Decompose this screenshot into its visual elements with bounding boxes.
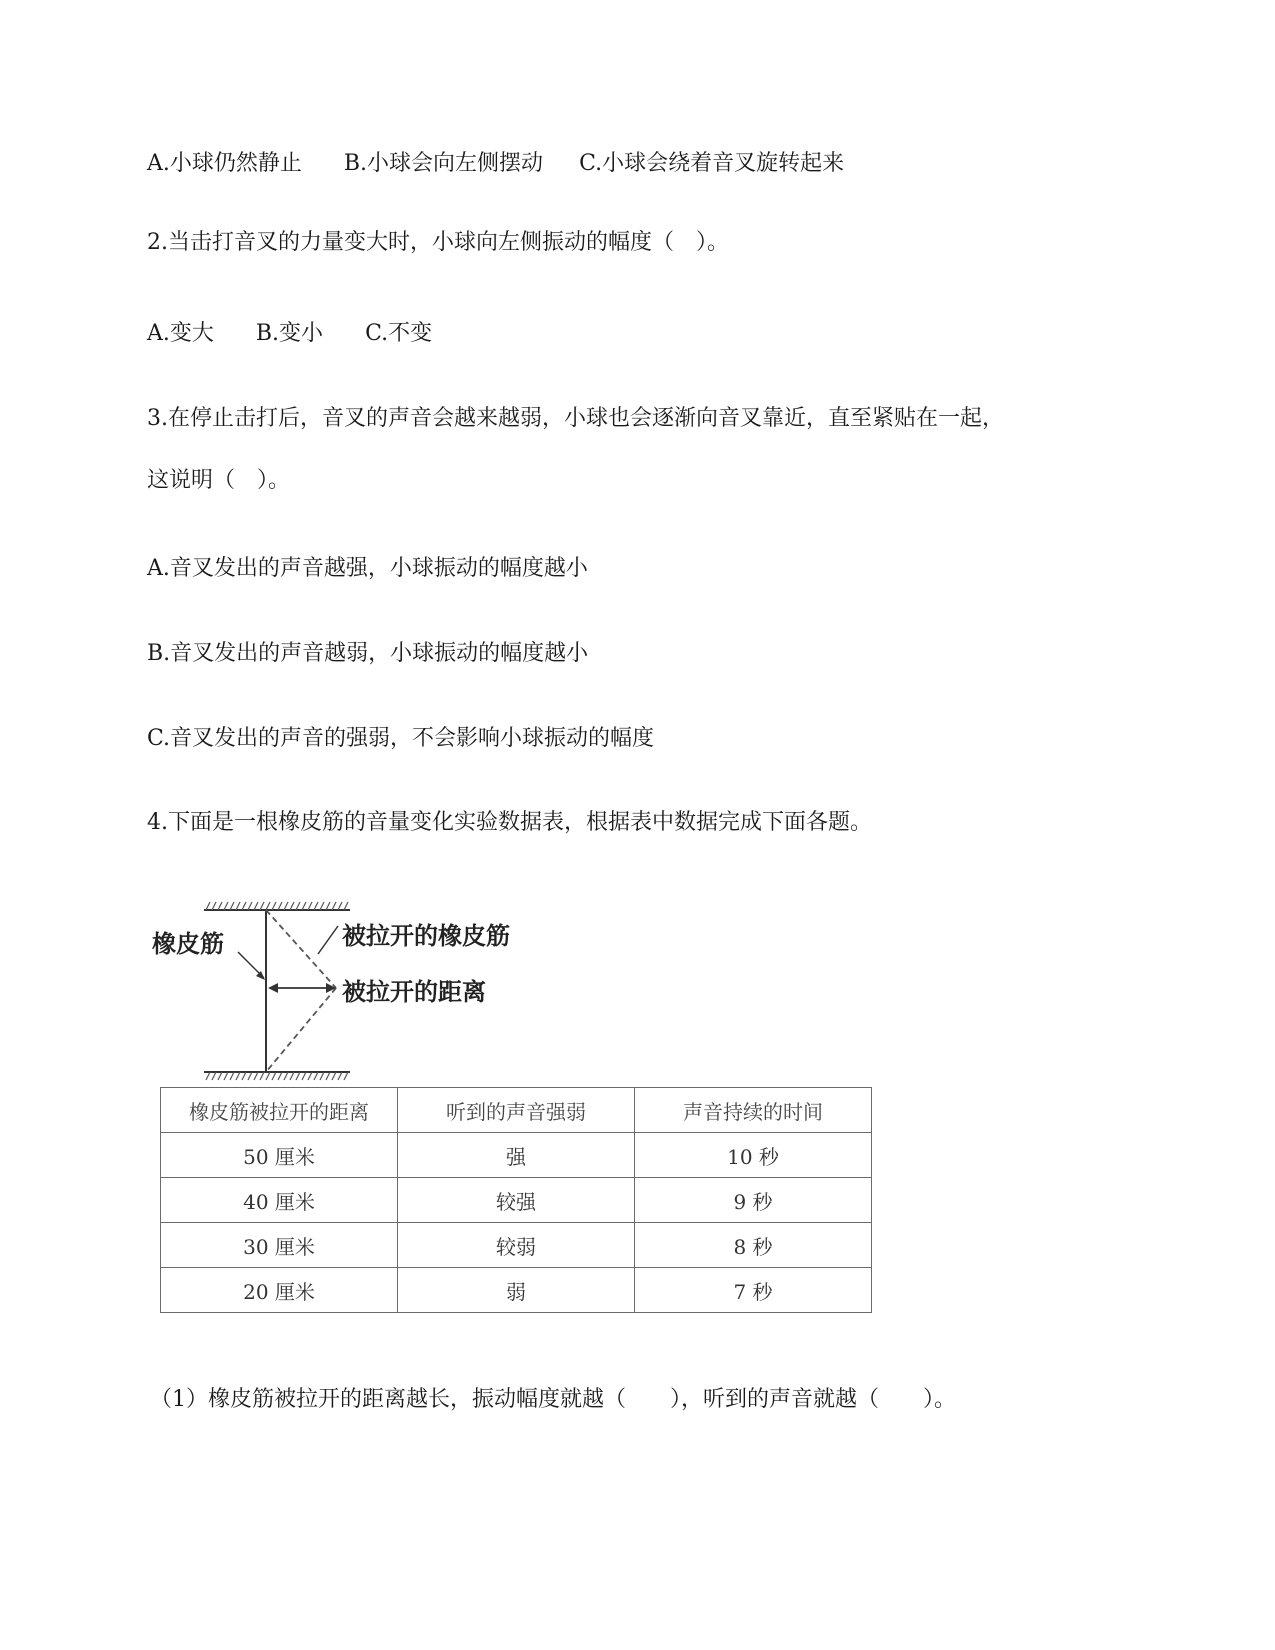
top-hatch [206, 902, 348, 910]
cell-duration: 7 秒 [635, 1268, 872, 1313]
cell-distance: 30 厘米 [161, 1223, 398, 1268]
cell-loudness: 强 [398, 1133, 635, 1178]
q2-option-c[interactable]: C.不变 [365, 321, 433, 346]
table-row [161, 1178, 872, 1223]
q3-stem-line2: 这说明（ ）。 [147, 468, 291, 493]
cell-distance: 20 厘米 [161, 1268, 398, 1313]
q3-stem-line1: 3.在停止击打后，音叉的声音会越来越弱，小球也会逐渐向音叉靠近，直至紧贴在一起， [147, 406, 1004, 431]
q2-options-row [147, 319, 432, 349]
table-row [161, 1223, 872, 1268]
q2-stem: 2.当击打音叉的力量变大时，小球向左侧振动的幅度（ ）。 [147, 230, 729, 255]
q2-option-b[interactable]: B.变小 [255, 321, 324, 346]
rubber-band-data-table [160, 1087, 872, 1313]
q3-option-c[interactable]: C.音叉发出的声音的强弱，不会影响小球振动的幅度 [147, 726, 655, 751]
rubber-band-diagram [150, 892, 570, 1082]
q1-option-c[interactable]: C.小球会绕着音叉旋转起来 [579, 151, 845, 176]
bottom-hatch [206, 1072, 348, 1080]
table-row [161, 1133, 872, 1178]
label-rubber-band: 橡皮筋 [152, 930, 224, 958]
label-stretch-distance: 被拉开的距离 [342, 978, 486, 1006]
q1-option-b[interactable]: B.小球会向左侧摆动 [343, 151, 544, 176]
stretched-band-upper [266, 910, 336, 988]
table-header-row [161, 1088, 872, 1133]
q3-option-b[interactable]: B.音叉发出的声音越弱，小球振动的幅度越小 [147, 641, 589, 666]
stretched-band-lower [266, 988, 336, 1072]
q2-option-a[interactable]: A.变大 [147, 321, 214, 346]
cell-distance: 50 厘米 [161, 1133, 398, 1178]
table-row [161, 1268, 872, 1313]
cell-loudness: 较弱 [398, 1223, 635, 1268]
cell-duration: 9 秒 [635, 1178, 872, 1223]
header-distance: 橡皮筋被拉开的距离 [161, 1088, 398, 1133]
cell-duration: 10 秒 [635, 1133, 872, 1178]
label-stretched-band: 被拉开的橡皮筋 [342, 922, 510, 950]
cell-loudness: 较强 [398, 1178, 635, 1223]
q4-sub1: （1）橡皮筋被拉开的距离越长，振动幅度就越（ ），听到的声音就越（ ）。 [150, 1387, 956, 1412]
q1-option-a[interactable]: A.小球仍然静止 [147, 151, 302, 176]
q4-stem: 4.下面是一根橡皮筋的音量变化实验数据表，根据表中数据完成下面各题。 [147, 810, 872, 835]
cell-loudness: 弱 [398, 1268, 635, 1313]
header-duration: 声音持续的时间 [635, 1088, 872, 1133]
cell-distance: 40 厘米 [161, 1178, 398, 1223]
q1-options-row [147, 149, 844, 179]
q3-option-a[interactable]: A.音叉发出的声音越强，小球振动的幅度越小 [147, 556, 588, 581]
header-loudness: 听到的声音强弱 [398, 1088, 635, 1133]
cell-duration: 8 秒 [635, 1223, 872, 1268]
